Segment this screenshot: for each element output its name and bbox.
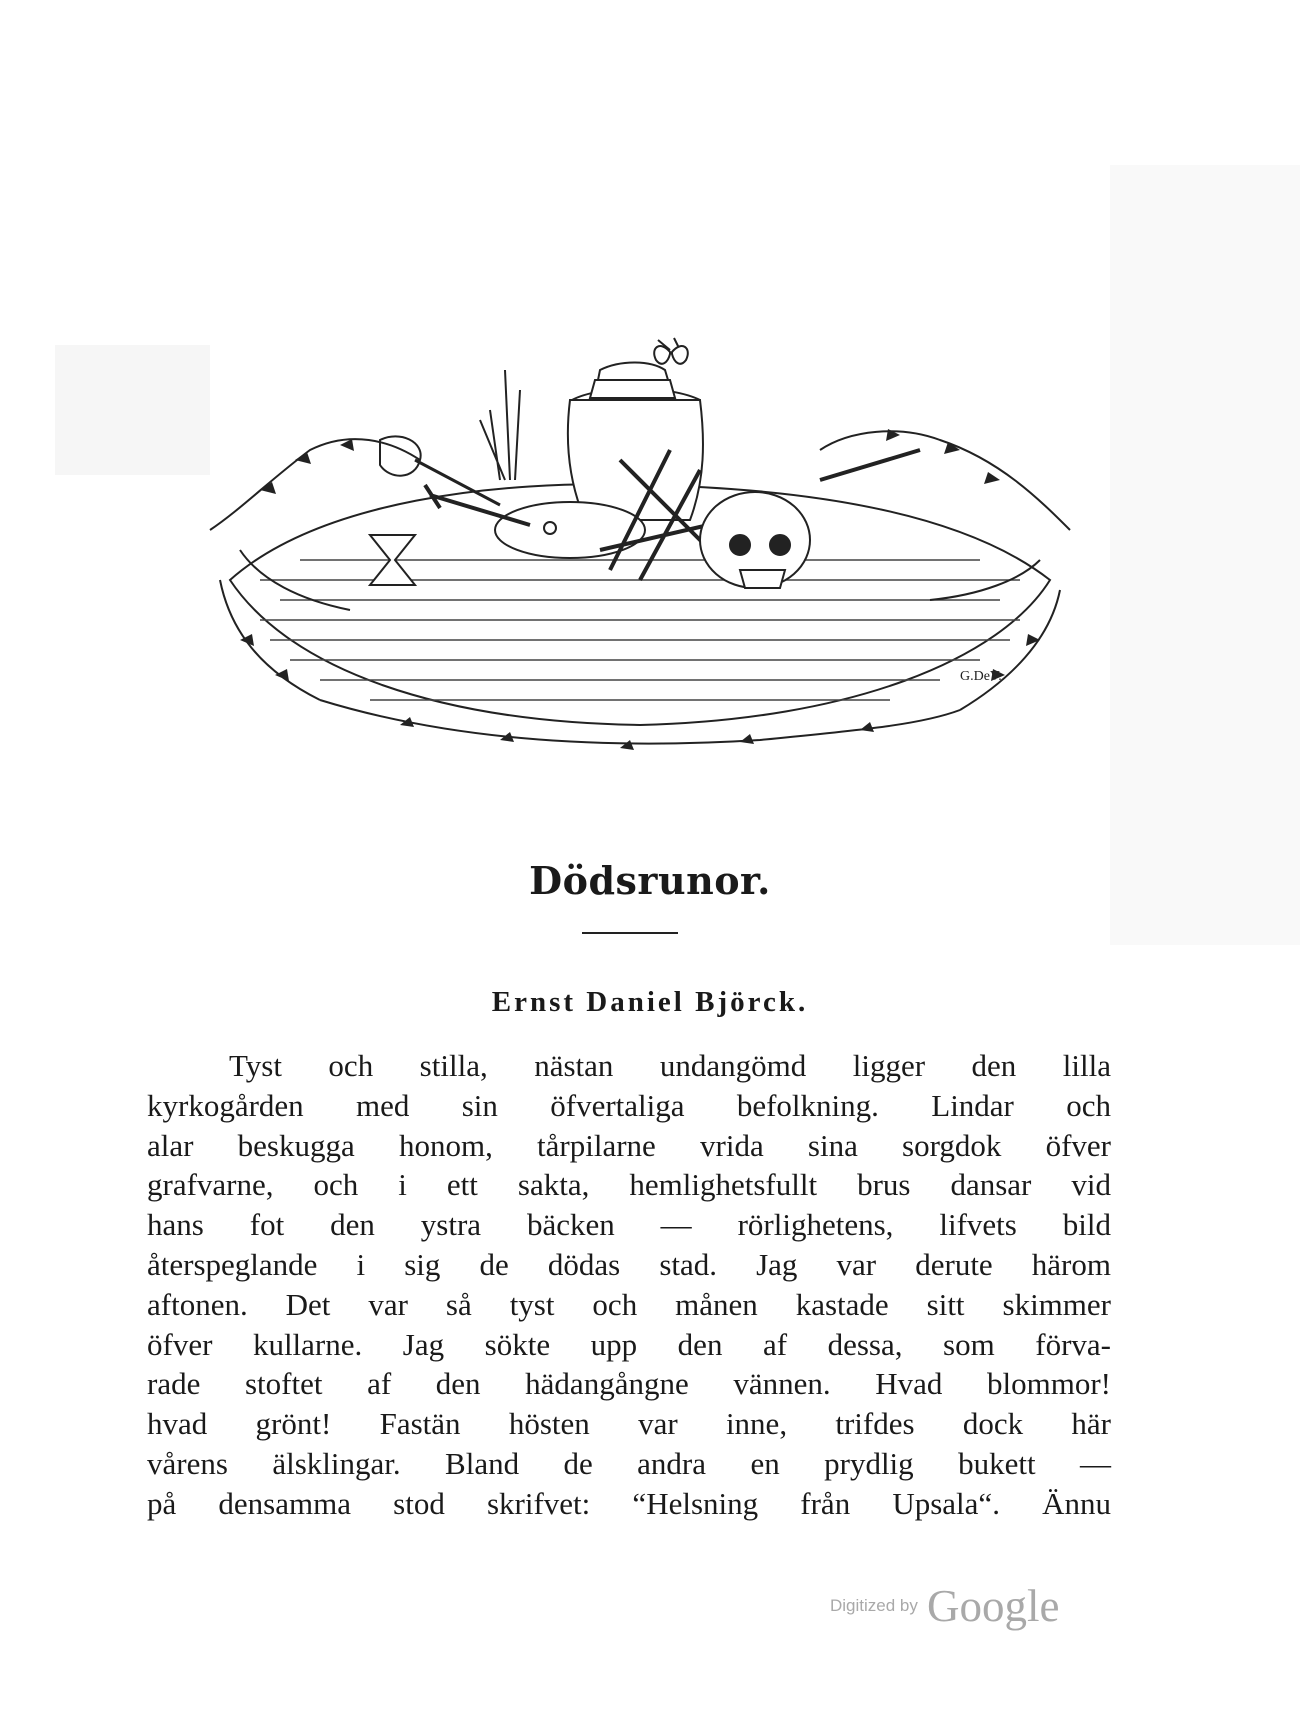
paragraph-line: återspeglande i sig de dödas stad. Jag var derute härom — [147, 1246, 1111, 1282]
paragraph-line: Tyst och stilla, nästan undangömd ligger den lilla — [229, 1048, 1111, 1083]
paragraph-line: vårens älsklingar. Bland de andra en prydlig bukett — — [147, 1445, 1111, 1481]
section-heading: Ernst Daniel Björck. — [491, 986, 809, 1018]
scan-shade-right — [1110, 165, 1300, 945]
paragraph-line: grafvarne, och i ett sakta, hemlighetsfullt brus dansar vid — [147, 1167, 1111, 1203]
leaf — [400, 717, 874, 750]
paragraph-line: hans fot den ystra bäcken — rörlighetens, lifvets bild — [147, 1207, 1111, 1243]
paragraph-line: på densamma stod skrifvet: “Helsning från Upsala“. Ännu — [147, 1485, 1111, 1521]
paragraph-line: öfver kullarne. Jag sökte upp den af dessa, som förva- — [147, 1326, 1111, 1362]
digitization-watermark — [830, 1580, 1059, 1632]
leaf — [886, 429, 1040, 681]
page-title: Dödsrunor. — [529, 858, 771, 903]
title-divider — [582, 932, 678, 934]
paragraph-line: kyrkogården med sin öfvertaliga befolkning. Lindar och — [147, 1087, 1111, 1123]
paragraph-line: rade stoftet af den hädangångne vännen. Hvad blommor! — [147, 1366, 1111, 1402]
ivy-bottom — [320, 700, 960, 744]
paragraph-line: alar beskugga honom, tårpilarne vrida sina sorgdok öfver — [147, 1127, 1111, 1163]
scan-shade-left — [55, 345, 210, 475]
funerary-vignette-illustration — [200, 330, 1080, 800]
paragraph-line: hvad grönt! Fastän hösten var inne, trifdes dock här — [147, 1406, 1111, 1442]
digitized-by-label: Digitized by — [830, 1596, 918, 1615]
palette — [495, 502, 645, 558]
flute — [820, 450, 920, 480]
body-paragraph — [147, 1046, 1111, 1524]
ivy-right — [820, 431, 1070, 710]
google-logo: Google — [926, 1581, 1060, 1631]
illustrator-signature: G.DeV. — [960, 669, 1002, 684]
reeds — [480, 370, 520, 480]
butterfly — [654, 338, 688, 364]
paragraph-line: aftonen. Det var så tyst och månen kastade sitt skimmer — [147, 1286, 1111, 1322]
